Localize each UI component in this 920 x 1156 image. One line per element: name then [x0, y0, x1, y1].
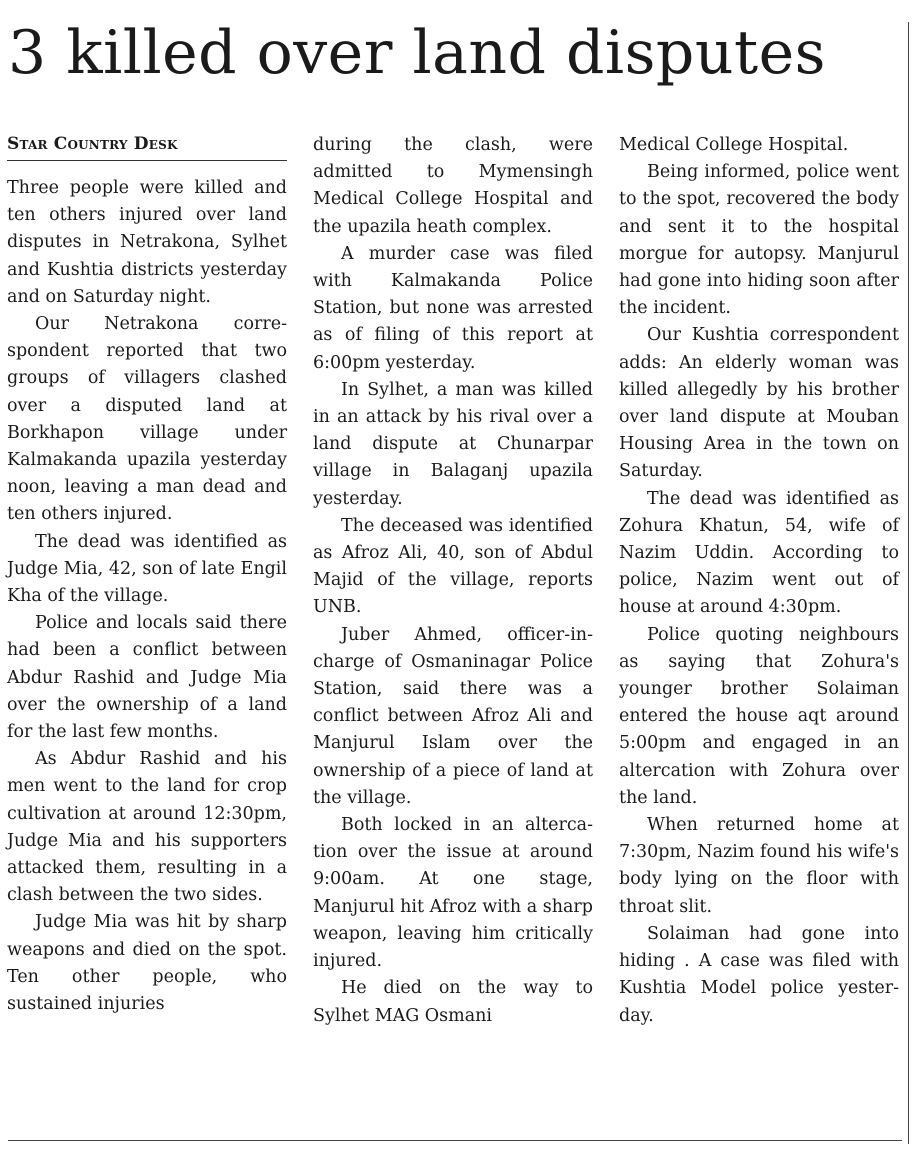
paragraph: A murder case was filed with Kalmakanda Police Station, but none was arrested as of filing of this report at 6:00pm yesterday.	[313, 243, 593, 373]
paragraph: Judge Mia was hit by sharp weapons and died on the spot. Ten other people, who sustained injuries	[7, 912, 287, 1015]
paragraph: Both locked in an altercation over the issue at around 9:00am. At one stage, Manjurul hit Afroz with a sharp weapon, leaving him critically injured.	[313, 815, 593, 972]
paragraph: When returned home at 7:30pm, Nazim found his wife's body lying on the floor with throat slit.	[619, 815, 899, 917]
paragraph: In Sylhet, a man was killed in an attack by his rival over a land dispute at Chunarpar village in Balaganj upazila yesterday.	[313, 379, 593, 509]
paragraph: Three people were killed and ten others injured over land disputes in Netrakona, Sylhet and Kushtia districts yesterday and on Saturday night.	[7, 178, 287, 307]
article-column-2	[313, 132, 593, 1030]
paragraph: Our Netrakona correspondent reported that two groups of villagers clashed over a disputed land at Borkhapon village under Kalmakanda upazila yesterday noon, leaving a man dead and ten others injured.	[7, 314, 287, 525]
article-column-1	[7, 132, 287, 1018]
paragraph: The deceased was identified as Afroz Ali, 40, son of Abdul Majid of the village, reports UNB.	[313, 515, 593, 618]
bottom-rule	[8, 1140, 902, 1141]
paragraph: Police and locals said there had been a conflict between Abdur Rashid and Judge Mia over the ownership of a land for the last few months.	[7, 613, 287, 743]
paragraph: Juber Ahmed, officer-in-charge of Osmaninagar Police Station, said there was a conflict between Afroz Ali and Manjurul Islam over the ownership of a piece of land at the village.	[313, 624, 593, 808]
paragraph: The dead was identified as Judge Mia, 42, son of late Engil Kha of the village.	[7, 531, 287, 607]
column-rule-right	[908, 22, 909, 1144]
paragraph: The dead was identified as Zohura Khatun, 54, wife of Nazim Uddin. According to police, Nazim went out of house at around 4:30pm.	[619, 488, 899, 618]
paragraph: He died on the way to Sylhet MAG Osmani	[313, 978, 593, 1026]
headline: 3 killed over land disputes	[8, 18, 826, 88]
paragraph: during the clash, were admitted to Mymensingh Medical College Hospital and the upazila heath complex.	[313, 135, 593, 237]
paragraph: Being informed, police went to the spot, recovered the body and sent it to the hospital morgue for autopsy. Manjurul had gone into hiding soon after the incident.	[619, 162, 899, 319]
paragraph: As Abdur Rashid and his men went to the land for crop cultivation at around 12:30pm, Judge Mia and his supporters attacked them, resulting in a clash between the two sides.	[7, 749, 287, 906]
paragraph: Medical College Hospital.	[619, 135, 849, 155]
byline: Star Country Desk	[7, 132, 287, 161]
article-column-3	[619, 132, 899, 1030]
paragraph: Our Kushtia correspondent adds: An elderly woman was killed allegedly by his brother over land dispute at Mouban Housing Area in the town on Saturday.	[619, 325, 899, 482]
paragraph: Solaiman had gone into hiding . A case was filed with Kushtia Model police yesterday.	[619, 923, 899, 1026]
paragraph: Police quoting neighbours as saying that Zohura's younger brother Solaiman entered the house aqt around 5:00pm and engaged in an altercation with Zohura over the land.	[619, 624, 899, 808]
